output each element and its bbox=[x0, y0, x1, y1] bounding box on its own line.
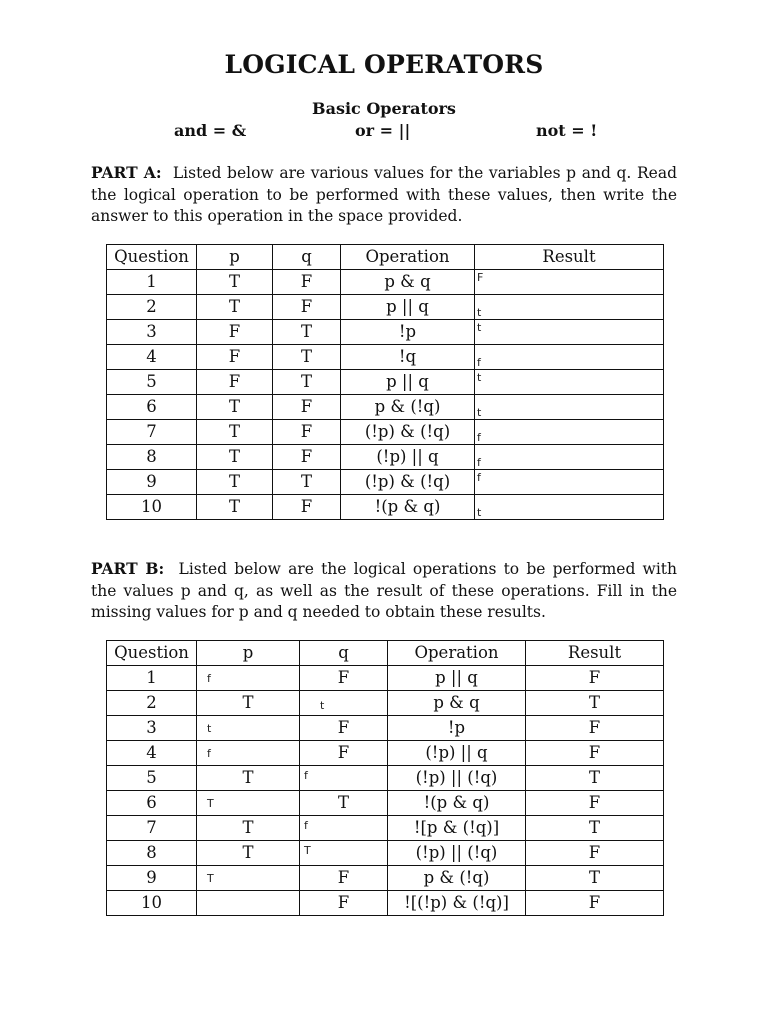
p-value-cell: T bbox=[197, 495, 273, 520]
result-answer-cell[interactable] bbox=[475, 495, 664, 520]
p-value-cell[interactable] bbox=[197, 666, 300, 691]
handwritten-answer: f bbox=[477, 471, 481, 484]
and-operator-legend: and = & bbox=[174, 121, 247, 140]
question-number-cell: 5 bbox=[107, 766, 197, 791]
operation-cell: (!p) || (!q) bbox=[388, 766, 526, 791]
part-b-table bbox=[106, 640, 664, 916]
table-row bbox=[107, 741, 664, 766]
basic-operators-heading: Basic Operators bbox=[312, 99, 456, 118]
p-value-cell[interactable] bbox=[197, 891, 300, 916]
operation-cell: p & q bbox=[341, 270, 475, 295]
column-header: Question bbox=[107, 641, 197, 666]
question-number-cell: 1 bbox=[107, 666, 197, 691]
result-cell: F bbox=[526, 716, 664, 741]
question-number-cell: 2 bbox=[107, 691, 197, 716]
result-answer-cell[interactable] bbox=[475, 320, 664, 345]
table-row bbox=[107, 866, 664, 891]
q-value-cell: F bbox=[273, 495, 341, 520]
column-header: Question bbox=[107, 245, 197, 270]
q-value-cell bbox=[300, 666, 388, 691]
table-row bbox=[107, 370, 664, 395]
question-number-cell: 9 bbox=[107, 866, 197, 891]
q-value-cell bbox=[300, 891, 388, 916]
result-cell: T bbox=[526, 766, 664, 791]
p-value-cell: T bbox=[197, 420, 273, 445]
handwritten-answer: t bbox=[477, 406, 482, 419]
question-number-cell: 7 bbox=[107, 420, 197, 445]
operation-cell: (!p) & (!q) bbox=[341, 420, 475, 445]
p-value-cell bbox=[197, 691, 300, 716]
question-number-cell: 4 bbox=[107, 741, 197, 766]
column-header: q bbox=[273, 245, 341, 270]
table-row bbox=[107, 320, 664, 345]
q-value-cell[interactable] bbox=[300, 841, 388, 866]
table-row bbox=[107, 841, 664, 866]
q-value-cell[interactable] bbox=[300, 766, 388, 791]
result-answer-cell[interactable] bbox=[475, 445, 664, 470]
p-value-cell: T bbox=[197, 445, 273, 470]
p-given-value: T bbox=[242, 818, 254, 837]
table-row bbox=[107, 270, 664, 295]
column-header: Operation bbox=[341, 245, 475, 270]
operation-cell: p || q bbox=[388, 666, 526, 691]
p-value-cell: T bbox=[197, 270, 273, 295]
p-value-cell[interactable] bbox=[197, 741, 300, 766]
result-cell: F bbox=[526, 791, 664, 816]
handwritten-p-answer: t bbox=[207, 722, 212, 735]
p-given-value: T bbox=[242, 693, 254, 712]
column-header: Result bbox=[475, 245, 664, 270]
q-value-cell: F bbox=[273, 445, 341, 470]
result-cell: T bbox=[526, 816, 664, 841]
question-number-cell: 8 bbox=[107, 445, 197, 470]
part-a-table bbox=[106, 244, 664, 520]
handwritten-answer: t bbox=[477, 506, 482, 519]
question-number-cell: 10 bbox=[107, 495, 197, 520]
p-value-cell[interactable] bbox=[197, 866, 300, 891]
page-title: LOGICAL OPERATORS bbox=[224, 50, 544, 79]
handwritten-answer: f bbox=[477, 456, 481, 469]
question-number-cell: 6 bbox=[107, 395, 197, 420]
q-value-cell bbox=[300, 791, 388, 816]
q-value-cell: T bbox=[273, 470, 341, 495]
table-row bbox=[107, 666, 664, 691]
q-given-value: F bbox=[337, 868, 350, 887]
part-b-instructions bbox=[91, 558, 677, 624]
operation-cell: !(p & q) bbox=[341, 495, 475, 520]
table-row bbox=[107, 470, 664, 495]
q-value-cell bbox=[300, 716, 388, 741]
operation-cell: p & (!q) bbox=[341, 395, 475, 420]
table-row bbox=[107, 345, 664, 370]
question-number-cell: 5 bbox=[107, 370, 197, 395]
q-given-value: F bbox=[337, 743, 350, 762]
p-value-cell[interactable] bbox=[197, 716, 300, 741]
operation-cell: (!p) & (!q) bbox=[341, 470, 475, 495]
p-value-cell bbox=[197, 766, 300, 791]
handwritten-answer: t bbox=[477, 321, 482, 334]
handwritten-answer: f bbox=[477, 356, 481, 369]
p-given-value: T bbox=[242, 768, 254, 787]
p-value-cell: T bbox=[197, 470, 273, 495]
table-row bbox=[107, 445, 664, 470]
part-b-header-row bbox=[107, 641, 664, 666]
p-value-cell: F bbox=[197, 370, 273, 395]
handwritten-answer: F bbox=[477, 271, 484, 284]
question-number-cell: 6 bbox=[107, 791, 197, 816]
q-given-value: F bbox=[337, 718, 350, 737]
q-given-value: F bbox=[337, 668, 350, 687]
column-header: Result bbox=[526, 641, 664, 666]
table-row bbox=[107, 395, 664, 420]
result-cell: F bbox=[526, 841, 664, 866]
q-given-value: T bbox=[337, 793, 349, 812]
operation-cell: p || q bbox=[341, 295, 475, 320]
result-answer-cell[interactable] bbox=[475, 370, 664, 395]
handwritten-p-answer: T bbox=[207, 872, 214, 885]
handwritten-answer: t bbox=[477, 371, 482, 384]
result-answer-cell[interactable] bbox=[475, 470, 664, 495]
result-answer-cell[interactable] bbox=[475, 295, 664, 320]
q-value-cell bbox=[300, 741, 388, 766]
part-a-header-row bbox=[107, 245, 664, 270]
handwritten-p-answer: T bbox=[207, 797, 214, 810]
question-number-cell: 3 bbox=[107, 320, 197, 345]
q-given-value: F bbox=[337, 893, 350, 912]
p-value-cell[interactable] bbox=[197, 791, 300, 816]
operation-cell: p & q bbox=[388, 691, 526, 716]
or-operator-legend: or = || bbox=[355, 121, 411, 140]
column-header: p bbox=[197, 641, 300, 666]
q-value-cell: T bbox=[273, 320, 341, 345]
p-value-cell: F bbox=[197, 320, 273, 345]
question-number-cell: 1 bbox=[107, 270, 197, 295]
question-number-cell: 8 bbox=[107, 841, 197, 866]
result-cell: F bbox=[526, 891, 664, 916]
q-value-cell[interactable] bbox=[300, 816, 388, 841]
column-header: Operation bbox=[388, 641, 526, 666]
p-value-cell: F bbox=[197, 345, 273, 370]
q-value-cell[interactable] bbox=[300, 691, 388, 716]
question-number-cell: 10 bbox=[107, 891, 197, 916]
result-cell: T bbox=[526, 866, 664, 891]
part-a-text: Listed below are various values for the variables p and q. Read the logical operation to be performed with these values, then write the answer to this operation in the space provided. bbox=[91, 164, 678, 225]
question-number-cell: 2 bbox=[107, 295, 197, 320]
result-answer-cell[interactable] bbox=[475, 345, 664, 370]
p-value-cell: T bbox=[197, 395, 273, 420]
table-row bbox=[107, 691, 664, 716]
question-number-cell: 4 bbox=[107, 345, 197, 370]
result-answer-cell[interactable] bbox=[475, 395, 664, 420]
part-b-text: Listed below are the logical operations to be performed with the values p and q, as well as the result of these operations. Fill in the missing values for p and q needed to obtain these results. bbox=[91, 560, 677, 621]
operation-cell: !p bbox=[388, 716, 526, 741]
q-value-cell bbox=[300, 866, 388, 891]
result-answer-cell[interactable] bbox=[475, 420, 664, 445]
operation-cell: p & (!q) bbox=[388, 866, 526, 891]
question-number-cell: 7 bbox=[107, 816, 197, 841]
operation-cell: !(p & q) bbox=[388, 791, 526, 816]
p-given-value: T bbox=[242, 843, 254, 862]
table-row bbox=[107, 766, 664, 791]
result-answer-cell[interactable] bbox=[475, 270, 664, 295]
p-value-cell: T bbox=[197, 295, 273, 320]
column-header: p bbox=[197, 245, 273, 270]
q-value-cell: F bbox=[273, 270, 341, 295]
operation-cell: ![p & (!q)] bbox=[388, 816, 526, 841]
q-value-cell: F bbox=[273, 420, 341, 445]
table-row bbox=[107, 716, 664, 741]
column-header: q bbox=[300, 641, 388, 666]
handwritten-p-answer: f bbox=[207, 747, 211, 760]
question-number-cell: 9 bbox=[107, 470, 197, 495]
q-value-cell: F bbox=[273, 395, 341, 420]
part-a-instructions bbox=[91, 162, 677, 228]
operation-cell: p || q bbox=[341, 370, 475, 395]
q-value-cell: T bbox=[273, 345, 341, 370]
handwritten-p-answer: f bbox=[207, 672, 211, 685]
handwritten-answer: f bbox=[477, 431, 481, 444]
result-cell: F bbox=[526, 741, 664, 766]
part-b-label: PART B: bbox=[91, 559, 165, 578]
table-row bbox=[107, 891, 664, 916]
result-cell: F bbox=[526, 666, 664, 691]
p-value-cell bbox=[197, 816, 300, 841]
q-value-cell: F bbox=[273, 295, 341, 320]
handwritten-q-answer: f bbox=[304, 769, 308, 782]
operation-cell: !p bbox=[341, 320, 475, 345]
handwritten-q-answer: f bbox=[304, 819, 308, 832]
part-a-label: PART A: bbox=[91, 163, 162, 182]
result-cell: T bbox=[526, 691, 664, 716]
operation-cell: (!p) || (!q) bbox=[388, 841, 526, 866]
p-value-cell bbox=[197, 841, 300, 866]
q-value-cell: T bbox=[273, 370, 341, 395]
handwritten-answer: t bbox=[477, 306, 482, 319]
not-operator-legend: not = ! bbox=[536, 121, 598, 140]
handwritten-q-answer: T bbox=[304, 844, 311, 857]
operation-cell: (!p) || q bbox=[341, 445, 475, 470]
operation-cell: ![(!p) & (!q)] bbox=[388, 891, 526, 916]
table-row bbox=[107, 295, 664, 320]
question-number-cell: 3 bbox=[107, 716, 197, 741]
operation-cell: !q bbox=[341, 345, 475, 370]
table-row bbox=[107, 420, 664, 445]
operation-cell: (!p) || q bbox=[388, 741, 526, 766]
table-row bbox=[107, 791, 664, 816]
table-row bbox=[107, 495, 664, 520]
handwritten-q-answer: t bbox=[320, 699, 325, 712]
table-row bbox=[107, 816, 664, 841]
